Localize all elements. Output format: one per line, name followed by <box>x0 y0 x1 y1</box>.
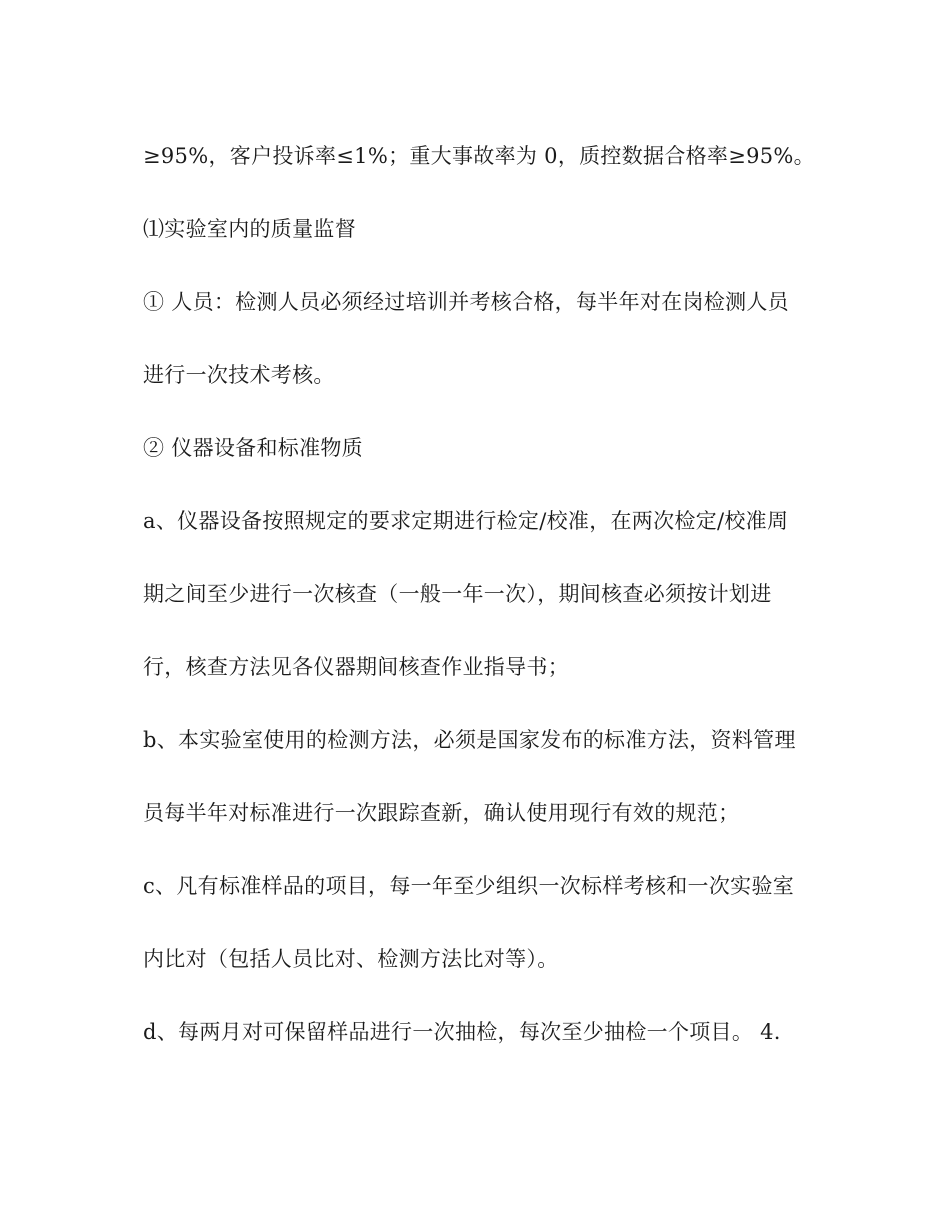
text-line-personnel: ① 人员：检测人员必须经过培训并考核合格，每半年对在岗检测人员 <box>143 290 789 314</box>
text-line-item-b-cont: 员每半年对标准进行一次跟踪查新，确认使用现行有效的规范； <box>143 801 740 825</box>
text-line-item-a: a、仪器设备按照规定的要求定期进行检定/校准，在两次检定/校准周 <box>143 509 789 533</box>
text-line-item-a-cont-2: 行，核查方法见各仪器期间核查作业指导书； <box>143 655 569 679</box>
text-line-item-c-cont: 内比对（包括人员比对、检测方法比对等）。 <box>143 947 559 971</box>
text-line-item-a-cont-1: 期之间至少进行一次核查（一般一年一次），期间核查必须按计划进 <box>143 582 772 606</box>
text-line-personnel-cont: 进行一次技术考核。 <box>143 363 335 387</box>
text-line-item-d: d、每两月对可保留样品进行一次抽检，每次至少抽检一个项目。 4. <box>143 1020 781 1044</box>
text-line-item-c: c、凡有标准样品的项目，每一年至少组织一次标样考核和一次实验室 <box>143 874 795 898</box>
text-line-quality-targets: ≥95%，客户投诉率≤1%；重大事故率为 0，质控数据合格率≥95%。 <box>143 144 815 168</box>
text-line-item-b: b、本实验室使用的检测方法，必须是国家发布的标准方法，资料管理 <box>143 728 796 752</box>
section-heading-internal-supervision: ⑴实验室内的质量监督 <box>143 217 356 241</box>
subheading-equipment: ② 仪器设备和标准物质 <box>143 436 363 460</box>
